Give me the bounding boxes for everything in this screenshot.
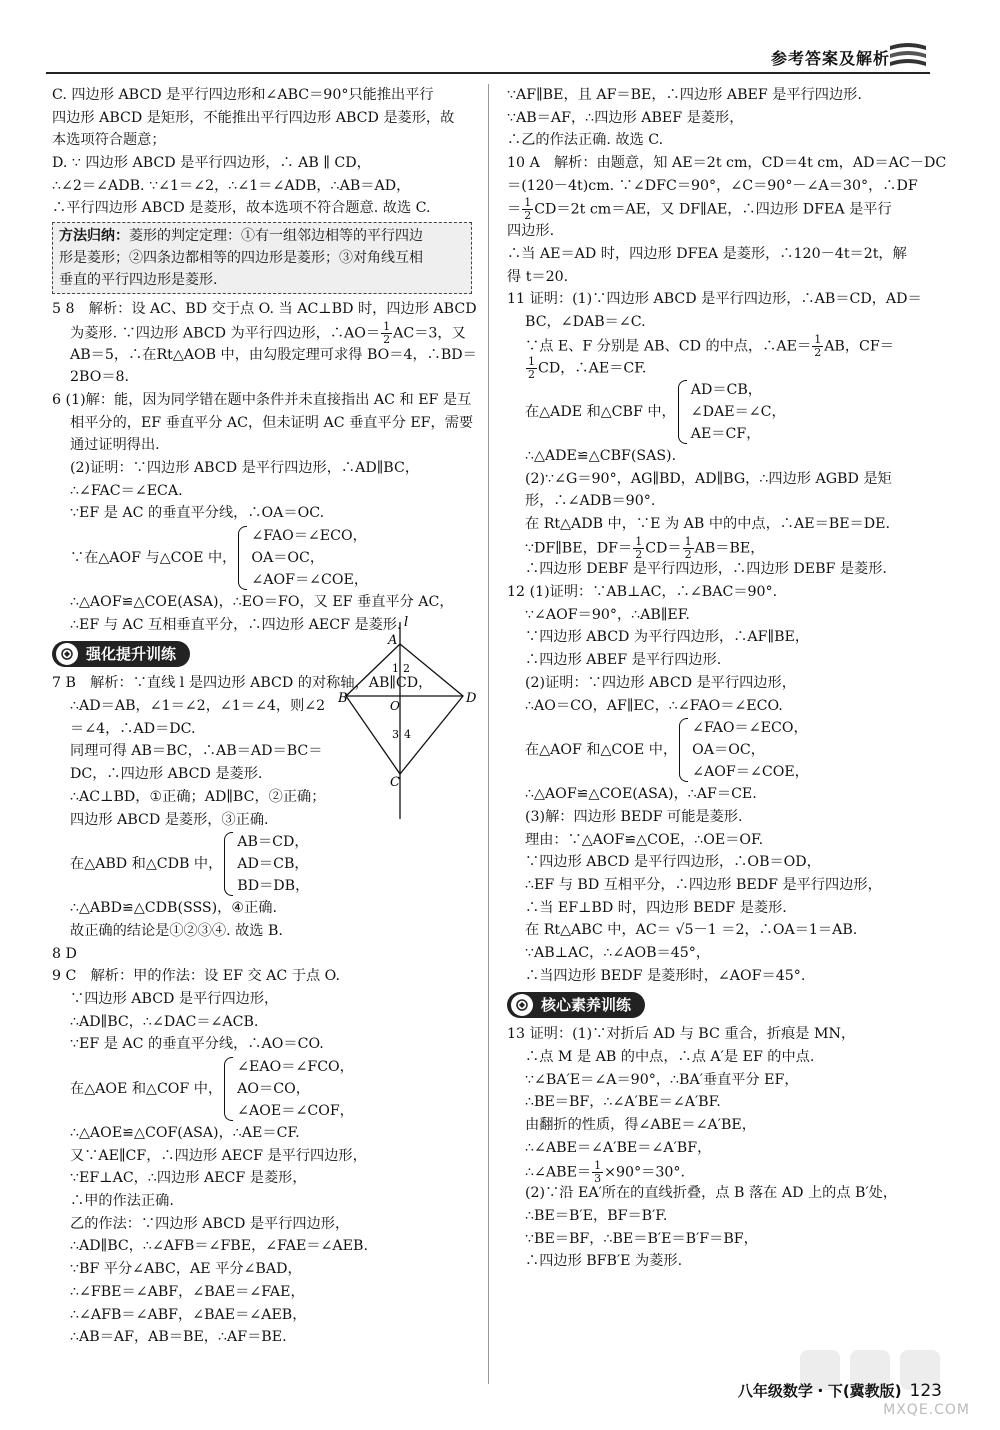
text-line: ∴乙的作法正确. 故选 C. bbox=[507, 132, 664, 149]
answer-7-line: 7 B 解析：∵直线 l 是四边形 ABCD 的对称轴，AB∥CD， bbox=[52, 675, 433, 692]
answer-12-line: ∵AB⊥AC，∴∠AOB＝45°， bbox=[525, 945, 711, 961]
right-column bbox=[507, 84, 947, 1273]
answer-7-line: 同理可得 AB＝BC，∴AB＝AD＝BC＝ bbox=[70, 743, 323, 760]
answer-13-line: 由翻折的性质，得∠ABE＝∠A′BE， bbox=[525, 1117, 756, 1134]
text-line: 四边形 ABCD 是矩形，不能推出平行四边形 ABCD 是菱形，故 bbox=[52, 109, 455, 126]
section-heading: 核心素养训练 bbox=[507, 991, 931, 1019]
answer-5-line: 为菱形. ∵四边形 ABCD 为平行四边形，∴AO＝ $\frac{1}{2}$ AC＝3，又 bbox=[70, 319, 466, 346]
answer-11-line: BC，∠DAB＝∠C. bbox=[525, 313, 646, 330]
footer-edition: 冀教版 bbox=[849, 1382, 895, 1400]
answer-13-line: ∴∠ABE＝∠A′BE＝∠A′BF， bbox=[525, 1139, 712, 1156]
answer-11-line: ∵点 E、F 分别是 AB、CD 的中点，∴AE＝ $\frac{1}{2}$ AB，CF＝ bbox=[525, 332, 894, 359]
answer-5-line: AB＝5，∴在Rt△AOB 中，由勾股定理可求得 BO＝4，∴BD＝ bbox=[70, 346, 477, 363]
answer-9-line: 9 C 解析：甲的作法：设 EF 交 AC 于点 O. bbox=[52, 968, 340, 985]
congruence-conditions: 在△ABD 和△CDB 中， AB＝CD， AD＝CB， BD＝DB， bbox=[70, 834, 310, 895]
answer-9-line: ∴∠FBE＝∠ABF，∠BAE＝∠FAE， bbox=[70, 1283, 305, 1300]
answer-13-line: 13 证明：(1)∵对折后 AD 与 BC 重合，折痕是 MN， bbox=[507, 1026, 856, 1043]
answer-11-line: $\frac{1}{2}$ CD，∴AE＝CF. bbox=[528, 355, 647, 382]
answer-10-line: 四边形. bbox=[507, 223, 555, 240]
method-line: 垂直的平行四边形是菱形. bbox=[59, 272, 218, 289]
answer-6-line: ∵EF 是 AC 的垂直平分线，∴OA＝OC. bbox=[70, 505, 325, 522]
answer-11-line: ∵DF∥BE，DF＝ $\frac{1}{2}$ CD＝ $\frac{1}{2}$ AB＝BE， bbox=[525, 534, 765, 561]
page-header bbox=[0, 0, 1000, 74]
answer-7-line: ∴AD＝AB，∠1＝∠2，∠1＝∠4，则∠2 bbox=[70, 698, 326, 715]
fraction-half: $\frac{1}{2}$ bbox=[684, 534, 692, 561]
method-line: 形是菱形；②四条边都相等的四边形是菱形；③对角线互相 bbox=[59, 250, 423, 267]
answer-6-line: 6 (1)解：能，因为同学错在题中条件并未直接指出 AC 和 EF 是互 bbox=[52, 391, 472, 408]
header-rule bbox=[46, 72, 930, 74]
answer-9-line: ∴AB＝AF，AB＝BE，∴AF＝BE. bbox=[70, 1329, 287, 1346]
answer-12-line: ∵四边形 ABCD 是平行四边形，∴OB＝OD， bbox=[525, 854, 821, 871]
brace bbox=[678, 380, 687, 444]
column-divider bbox=[488, 84, 489, 1384]
answer-10-line: ＝ $\frac{1}{2}$ CD＝2t cm＝AE，又 DF∥AE，∴四边形 DFEA 是平行 bbox=[507, 196, 892, 223]
answer-11-line: (2)∵∠G＝90°，AG∥BD，AD∥BG，∴四边形 AGBD 是矩 bbox=[525, 470, 892, 487]
congruence-conditions: 在△AOE 和△COF 中， ∠EAO＝∠FCO， AO＝CO， ∠AOE＝∠COF， bbox=[70, 1059, 354, 1119]
answer-6-line: ∴∠FAC＝∠ECA. bbox=[70, 482, 183, 499]
answer-7-line: ∴AC⊥BD，①正确；AD∥BC，②正确； bbox=[70, 788, 326, 805]
answer-11-line: ∴四边形 DEBF 是平行四边形，∴四边形 DEBF 是菱形. bbox=[525, 561, 887, 578]
footer-subject: 八年级数学・下( bbox=[737, 1382, 850, 1400]
angle-4: 4 bbox=[404, 728, 411, 741]
answer-9-line: ∴甲的作法正确. bbox=[70, 1193, 174, 1210]
brace bbox=[238, 526, 247, 590]
rhombus-figure bbox=[338, 614, 478, 824]
answer-13-line: ∴点 M 是 AB 的中点，∴点 A′是 EF 的中点. bbox=[525, 1049, 815, 1066]
answer-12-line: ∵四边形 ABCD 为平行四边形，∴AF∥BE， bbox=[525, 629, 810, 646]
page-footer: 八年级数学・下(冀教版) 123 bbox=[737, 1381, 942, 1401]
answer-12-line: ∴当 EF⊥BD 时，四边形 BEDF 是菱形. bbox=[525, 899, 787, 916]
answer-9-line: ∵BF 平分∠ABC，AE 平分∠BAD， bbox=[70, 1261, 302, 1278]
answer-6-line: 通过证明得出. bbox=[70, 437, 160, 454]
answer-7-line: 故正确的结论是①②③④. 故选 B. bbox=[70, 922, 283, 939]
answer-7-line: ∴△ABD≌△CDB(SSS)，④正确. bbox=[70, 900, 277, 917]
header-title: 参考答案及解析 bbox=[770, 49, 890, 68]
label-A: A bbox=[388, 633, 398, 648]
congruence-conditions: ∵在△AOF 与△COE 中， ∠FAO＝∠ECO， OA＝OC， ∠AOF＝∠COE， bbox=[70, 528, 369, 588]
label-l: l bbox=[404, 615, 409, 630]
answer-13-line: ∴BE＝B′E，BF＝B′F. bbox=[525, 1207, 668, 1224]
answer-9-line: ∴∠AFB＝∠ABF，∠BAE＝∠AEB， bbox=[70, 1306, 307, 1323]
answer-11-line: 形，∴∠ADB＝90°. bbox=[525, 493, 656, 510]
page-number: 123 bbox=[909, 1381, 942, 1401]
answer-12-line: ∵∠AOF＝90°，∴AB∥EF. bbox=[525, 606, 690, 623]
answer-5-line: 5 8 解析：设 AC、BD 交于点 O. 当 AC⊥BD 时，四边形 ABCD bbox=[52, 301, 477, 318]
angle-3: 3 bbox=[392, 728, 399, 741]
answer-7-line: DC，∴四边形 ABCD 是菱形. bbox=[70, 766, 263, 783]
brace bbox=[679, 718, 688, 782]
watermark-text: MXQE.COM bbox=[883, 1402, 970, 1418]
angle-1: 1 bbox=[392, 662, 399, 675]
section-heading: 强化提升训练 bbox=[52, 640, 472, 668]
fraction-half: $\frac{1}{2}$ bbox=[383, 319, 391, 346]
answer-11-line: 11 证明：(1)∵四边形 ABCD 是平行四边形，∴AB＝CD，AD＝ bbox=[507, 291, 922, 308]
answer-11-line: ∴△ADE≌△CBF(SAS). bbox=[525, 447, 677, 464]
answer-10-line: 10 A 解析：由题意，知 AE＝2t cm，CD＝4t cm，AD＝AC－DC bbox=[507, 155, 947, 172]
text-line: ∴平行四边形 ABCD 是菱形，故本选项不符合题意. 故选 C. bbox=[52, 200, 431, 217]
answer-6-line: (2)证明：∵四边形 ABCD 是平行四边形，∴AD∥BC， bbox=[70, 459, 420, 476]
answer-5-line: 2BO＝8. bbox=[70, 369, 130, 386]
method-label: 方法归纳： bbox=[59, 228, 129, 245]
answer-10-line: ∴当 AE＝AD 时，四边形 DFEA 是菱形，∴120－4t＝2t，解 bbox=[507, 245, 907, 262]
answer-13-line: ∵BE＝BF，∴BE＝B′E＝B′F＝BF， bbox=[525, 1230, 758, 1247]
answer-13-line: (2)∵沿 EA′所在的直线折叠，点 B 落在 AD 上的点 B′处， bbox=[525, 1185, 898, 1202]
answer-6-line: ∴EF 与 AC 互相垂直平分，∴四边形 AECF 是菱形. bbox=[70, 616, 402, 633]
emblem-icon bbox=[511, 994, 533, 1016]
answer-9-line: ∴AD∥BC，∴∠DAC＝∠ACB. bbox=[70, 1013, 259, 1030]
book-stack-icon bbox=[888, 38, 928, 72]
answer-12-line: 12 (1)证明：∵AB⊥AC，∴∠BAC＝90°. bbox=[507, 584, 778, 601]
answer-12-line: ∴EF 与 BD 互相平分，∴四边形 BEDF 是平行四边形， bbox=[525, 876, 882, 893]
method-summary-box bbox=[52, 222, 472, 294]
answer-9-line: ∵EF 是 AC 的垂直平分线，∴AO＝CO. bbox=[70, 1036, 324, 1053]
brace bbox=[224, 832, 233, 896]
answer-10-line: ＝(120－4t)cm. ∵∠DFC＝90°，∠C＝90°－∠A＝30°，∴DF bbox=[507, 177, 918, 194]
answer-12-line: (3)解：四边形 BEDF 可能是菱形. bbox=[525, 808, 743, 825]
answer-8-line: 8 D bbox=[52, 945, 77, 962]
answer-7-line: ＝∠4，∴AD＝DC. bbox=[70, 720, 196, 737]
answer-9-line: 又∵AE∥CF，∴四边形 AECF 是平行四边形， bbox=[70, 1147, 367, 1164]
brace bbox=[224, 1057, 233, 1121]
congruence-conditions: 在△AOF 和△COE 中， ∠FAO＝∠ECO， OA＝OC， ∠AOF＝∠COE， bbox=[525, 720, 809, 781]
answer-12-line: 在 Rt△ABC 中，AC＝ √5－1 ＝2，∴OA＝1＝AB. bbox=[525, 922, 858, 939]
text-line: ∴∠2＝∠ADB. ∵∠1＝∠2，∴∠1＝∠ADB，∴AB＝AD， bbox=[52, 177, 411, 194]
angle-2: 2 bbox=[403, 662, 410, 675]
answer-10-line: 得 t＝20. bbox=[507, 268, 569, 285]
text-line: ∵AB＝AF，∴四边形 ABEF 是菱形， bbox=[507, 109, 744, 126]
answer-12-line: ∴△AOF≌△COE(ASA)，∴AF＝CE. bbox=[525, 786, 757, 803]
fraction-half: $\frac{1}{2}$ bbox=[528, 355, 535, 382]
answer-13-line: ∵∠BA′E＝∠A＝90°，∴BA′垂直平分 EF， bbox=[525, 1071, 799, 1088]
fraction-half: $\frac{1}{2}$ bbox=[814, 332, 822, 359]
answer-12-line: ∴当四边形 BEDF 是菱形时，∠AOF＝45°. bbox=[525, 967, 806, 984]
answer-9-line: ∴△AOE≌△COF(ASA)，∴AE＝CF. bbox=[70, 1125, 300, 1141]
text-line: ∵AF∥BE，且 AF＝BE，∴四边形 ABEF 是平行四边形. bbox=[507, 87, 862, 103]
answer-13-line: ∴∠ABE＝ $\frac{1}{3}$ ×90°＝30°. bbox=[525, 1158, 686, 1185]
method-line: 菱形的判定定理：①有一组邻边相等的平行四边 bbox=[129, 228, 423, 245]
emblem-icon bbox=[56, 643, 78, 665]
answer-13-line: ∴四边形 BFB′E 为菱形. bbox=[525, 1253, 683, 1270]
answer-12-line: 理由：∵△AOF≌△COE，∴OE＝OF. bbox=[525, 831, 764, 848]
answer-9-line: ∴AD∥BC，∴∠AFB＝∠FBE，∠FAE＝∠AEB. bbox=[70, 1238, 368, 1255]
answer-6-line: ∴△AOF≌△COE(ASA)，∴EO＝FO，又 EF 垂直平分 AC， bbox=[70, 594, 454, 610]
answer-7-line: 四边形 ABCD 是菱形，③正确. bbox=[70, 811, 269, 828]
answer-6-line: 相平分的，EF 垂直平分 AC，但未证明 AC 垂直平分 EF，需要 bbox=[70, 414, 474, 431]
answer-12-line: (2)证明：∵四边形 ABCD 是平行四边形， bbox=[525, 674, 796, 691]
label-C: C bbox=[390, 775, 400, 790]
label-D: D bbox=[466, 691, 477, 706]
congruence-conditions: 在△ADE 和△CBF 中， AD＝CB， ∠DAE＝∠C， AE＝CF， bbox=[525, 381, 786, 442]
label-O: O bbox=[390, 699, 400, 713]
answer-11-line: 在 Rt△ADB 中，∵E 为 AB 中的中点，∴AE＝BE＝DE. bbox=[525, 516, 890, 532]
answer-12-line: ∴四边形 ABEF 是平行四边形. bbox=[525, 652, 722, 669]
text-line: C. 四边形 ABCD 是平行四边形和∠ABC＝90°只能推出平行 bbox=[52, 87, 434, 103]
answer-12-line: ∴AO＝CO，AF∥EC，∴∠FAO＝∠ECO. bbox=[525, 697, 783, 714]
answer-9-line: 乙的作法：∵四边形 ABCD 是平行四边形， bbox=[70, 1215, 350, 1232]
answer-13-line: ∴BE＝BF，∴∠A′BE＝∠A′BF. bbox=[525, 1094, 721, 1111]
fraction-half: $\frac{1}{2}$ bbox=[635, 534, 643, 561]
fraction-third: $\frac{1}{3}$ bbox=[594, 1158, 602, 1185]
text-line: D. ∵ 四边形 ABCD 是平行四边形，∴ AB ∥ CD， bbox=[52, 155, 371, 172]
fraction-half: $\frac{1}{2}$ bbox=[524, 196, 532, 223]
answer-9-line: ∵EF⊥AC，∴四边形 AECF 是菱形， bbox=[70, 1170, 307, 1187]
text-line: 本选项符合题意； bbox=[52, 132, 166, 149]
label-B: B bbox=[338, 691, 348, 706]
answer-9-line: ∵四边形 ABCD 是平行四边形， bbox=[70, 990, 279, 1007]
